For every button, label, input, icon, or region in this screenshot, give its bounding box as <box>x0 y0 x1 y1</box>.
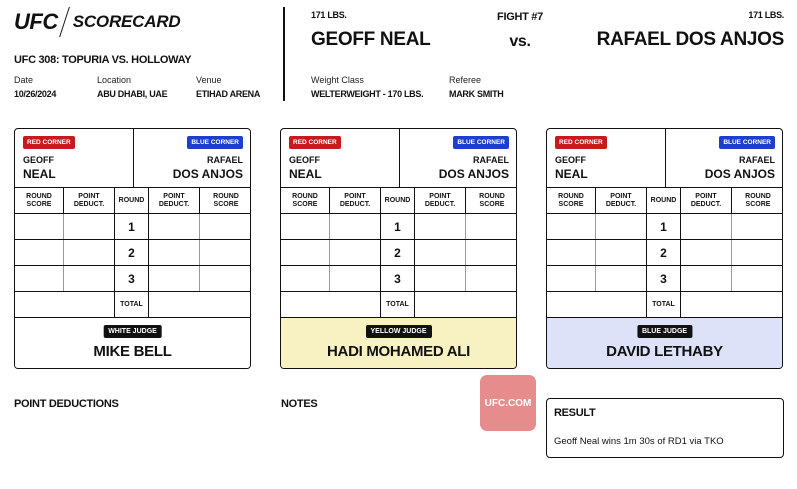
red-corner-badge: RED CORNER <box>555 136 607 149</box>
round-row <box>281 240 516 266</box>
blue-score-cell[interactable] <box>466 214 517 239</box>
red-fighter-name: GEOFF NEAL <box>311 29 431 50</box>
scorecard-fighters <box>15 129 250 188</box>
blue-deduct-cell[interactable] <box>681 240 732 265</box>
red-fighter-weight: 171 LBS. <box>311 10 347 20</box>
weight-class-value: WELTERWEIGHT - 170 LBS. <box>311 89 424 99</box>
logo-subtitle: SCORECARD <box>72 12 181 31</box>
red-deduct-cell[interactable] <box>64 240 115 265</box>
blue-score-cell[interactable] <box>200 240 251 265</box>
judge-info <box>281 318 516 369</box>
location-value: ABU DHABI, UAE <box>97 89 168 99</box>
blue-score-cell[interactable] <box>200 266 251 291</box>
score-grid-header <box>15 188 250 214</box>
round-number: 1 <box>647 214 681 239</box>
round-row <box>15 240 250 266</box>
date-value: 10/26/2024 <box>14 89 57 99</box>
judge-scorecard-3 <box>546 128 783 369</box>
judge-badge: YELLOW JUDGE <box>365 325 431 338</box>
round-row <box>15 214 250 240</box>
red-score-cell[interactable] <box>547 240 596 265</box>
blue-score-cell[interactable] <box>466 266 517 291</box>
weight-class-label: Weight Class <box>311 75 364 85</box>
round-number: 3 <box>381 266 415 291</box>
venue-label: Venue <box>196 75 222 85</box>
blue-corner-badge: BLUE CORNER <box>187 136 243 149</box>
score-grid-header <box>281 188 516 214</box>
blue-last-name: DOS ANJOS <box>704 167 775 181</box>
judge-scorecard-1 <box>14 128 251 369</box>
red-total-cell[interactable] <box>547 292 647 317</box>
ufc-com-button[interactable]: UFC.COM <box>480 375 536 431</box>
red-score-cell[interactable] <box>15 240 64 265</box>
blue-corner-badge: BLUE CORNER <box>719 136 775 149</box>
round-row <box>547 266 782 292</box>
header-divider <box>283 7 285 101</box>
red-deduct-cell[interactable] <box>330 214 381 239</box>
red-round-score-header: ROUND SCORE <box>15 188 64 213</box>
red-point-deduct-header: POINT DEDUCT. <box>596 188 647 213</box>
blue-deduct-cell[interactable] <box>415 266 466 291</box>
event-title: UFC 308: TOPURIA VS. HOLLOWAY <box>14 54 192 66</box>
judge-info <box>547 318 782 369</box>
red-score-cell[interactable] <box>281 214 330 239</box>
round-row <box>15 266 250 292</box>
blue-deduct-cell[interactable] <box>415 214 466 239</box>
judge-name: HADI MOHAMED ALI <box>327 343 470 360</box>
blue-deduct-cell[interactable] <box>681 266 732 291</box>
blue-last-name: DOS ANJOS <box>172 167 243 181</box>
blue-fighter-weight: 171 LBS. <box>748 10 784 20</box>
blue-deduct-cell[interactable] <box>681 214 732 239</box>
blue-deduct-cell[interactable] <box>149 240 200 265</box>
red-deduct-cell[interactable] <box>64 266 115 291</box>
blue-score-cell[interactable] <box>732 214 783 239</box>
red-first-name: GEOFF <box>555 155 586 165</box>
blue-score-cell[interactable] <box>732 266 783 291</box>
total-row <box>15 292 250 318</box>
round-row <box>547 240 782 266</box>
blue-round-score-header: ROUND SCORE <box>745 192 771 208</box>
red-last-name: NEAL <box>555 167 588 181</box>
red-score-cell[interactable] <box>547 266 596 291</box>
round-number: 2 <box>647 240 681 265</box>
red-score-cell[interactable] <box>547 214 596 239</box>
red-total-cell[interactable] <box>281 292 381 317</box>
red-deduct-cell[interactable] <box>64 214 115 239</box>
blue-last-name: DOS ANJOS <box>438 167 509 181</box>
blue-total-cell[interactable] <box>149 292 251 317</box>
blue-deduct-cell[interactable] <box>149 266 200 291</box>
round-row <box>281 214 516 240</box>
round-row <box>547 214 782 240</box>
round-number: 2 <box>115 240 149 265</box>
referee-value: MARK SMITH <box>449 89 504 99</box>
red-last-name: NEAL <box>289 167 322 181</box>
result-heading: RESULT <box>554 407 596 419</box>
notes-heading: NOTES <box>281 398 318 410</box>
blue-score-cell[interactable] <box>732 240 783 265</box>
red-deduct-cell[interactable] <box>596 214 647 239</box>
red-corner-badge: RED CORNER <box>289 136 341 149</box>
referee-label: Referee <box>449 75 482 85</box>
versus-label: vs. <box>509 33 531 50</box>
round-number: 1 <box>381 214 415 239</box>
blue-point-deduct-header: POINT DEDUCT. <box>681 188 732 213</box>
round-number: 3 <box>647 266 681 291</box>
result-text: Geoff Neal wins 1m 30s of RD1 via TKO <box>554 436 724 447</box>
score-grid-header <box>547 188 782 214</box>
judge-scorecard-2 <box>280 128 517 369</box>
total-label: TOTAL <box>647 292 681 317</box>
round-header: ROUND <box>115 188 149 213</box>
red-score-cell[interactable] <box>281 266 330 291</box>
judge-name: MIKE BELL <box>93 343 172 360</box>
round-header: ROUND <box>381 188 415 213</box>
red-deduct-cell[interactable] <box>596 240 647 265</box>
red-score-cell[interactable] <box>15 214 64 239</box>
red-deduct-cell[interactable] <box>596 266 647 291</box>
judge-badge: BLUE JUDGE <box>637 325 692 338</box>
total-label: TOTAL <box>381 292 415 317</box>
ufc-scorecard-logo <box>14 6 180 38</box>
blue-point-deduct-header: POINT DEDUCT. <box>149 188 200 213</box>
red-round-score-header: ROUND SCORE <box>547 188 596 213</box>
result-box <box>546 398 784 458</box>
corner-divider <box>399 129 400 187</box>
total-row <box>281 292 516 318</box>
red-point-deduct-header: POINT DEDUCT. <box>330 188 381 213</box>
judge-badge: WHITE JUDGE <box>103 325 162 338</box>
blue-round-score-header: ROUND SCORE <box>479 192 505 208</box>
scorecard-fighters <box>547 129 782 188</box>
red-score-cell[interactable] <box>15 266 64 291</box>
blue-round-score-header: ROUND SCORE <box>213 192 239 208</box>
blue-score-cell[interactable] <box>200 214 251 239</box>
blue-total-cell[interactable] <box>681 292 783 317</box>
blue-total-cell[interactable] <box>415 292 517 317</box>
judge-name: DAVID LETHABY <box>606 343 723 360</box>
red-last-name: NEAL <box>23 167 56 181</box>
logo-divider <box>59 7 70 37</box>
round-number: 1 <box>115 214 149 239</box>
red-point-deduct-header: POINT DEDUCT. <box>64 188 115 213</box>
round-row <box>281 266 516 292</box>
blue-fighter-name: RAFAEL DOS ANJOS <box>596 29 784 50</box>
location-label: Location <box>97 75 132 85</box>
round-number: 3 <box>115 266 149 291</box>
red-first-name: GEOFF <box>289 155 320 165</box>
total-label: TOTAL <box>115 292 149 317</box>
fight-number: FIGHT #7 <box>497 11 543 23</box>
blue-point-deduct-header: POINT DEDUCT. <box>415 188 466 213</box>
round-number: 2 <box>381 240 415 265</box>
red-round-score-header: ROUND SCORE <box>281 188 330 213</box>
red-first-name: GEOFF <box>23 155 54 165</box>
scorecard-fighters <box>281 129 516 188</box>
red-total-cell[interactable] <box>15 292 115 317</box>
point-deductions-heading: POINT DEDUCTIONS <box>14 398 119 410</box>
red-deduct-cell[interactable] <box>330 240 381 265</box>
blue-first-name: RAFAEL <box>473 155 509 165</box>
blue-corner-badge: BLUE CORNER <box>453 136 509 149</box>
venue-value: ETIHAD ARENA <box>196 89 261 99</box>
date-label: Date <box>14 75 34 85</box>
total-row <box>547 292 782 318</box>
blue-deduct-cell[interactable] <box>149 214 200 239</box>
red-deduct-cell[interactable] <box>330 266 381 291</box>
corner-divider <box>133 129 134 187</box>
judge-info <box>15 318 250 369</box>
blue-first-name: RAFAEL <box>739 155 775 165</box>
red-score-cell[interactable] <box>281 240 330 265</box>
corner-divider <box>665 129 666 187</box>
blue-deduct-cell[interactable] <box>415 240 466 265</box>
logo-text: UFC <box>14 9 58 34</box>
red-corner-badge: RED CORNER <box>23 136 75 149</box>
blue-score-cell[interactable] <box>466 240 517 265</box>
blue-first-name: RAFAEL <box>207 155 243 165</box>
round-header: ROUND <box>647 188 681 213</box>
